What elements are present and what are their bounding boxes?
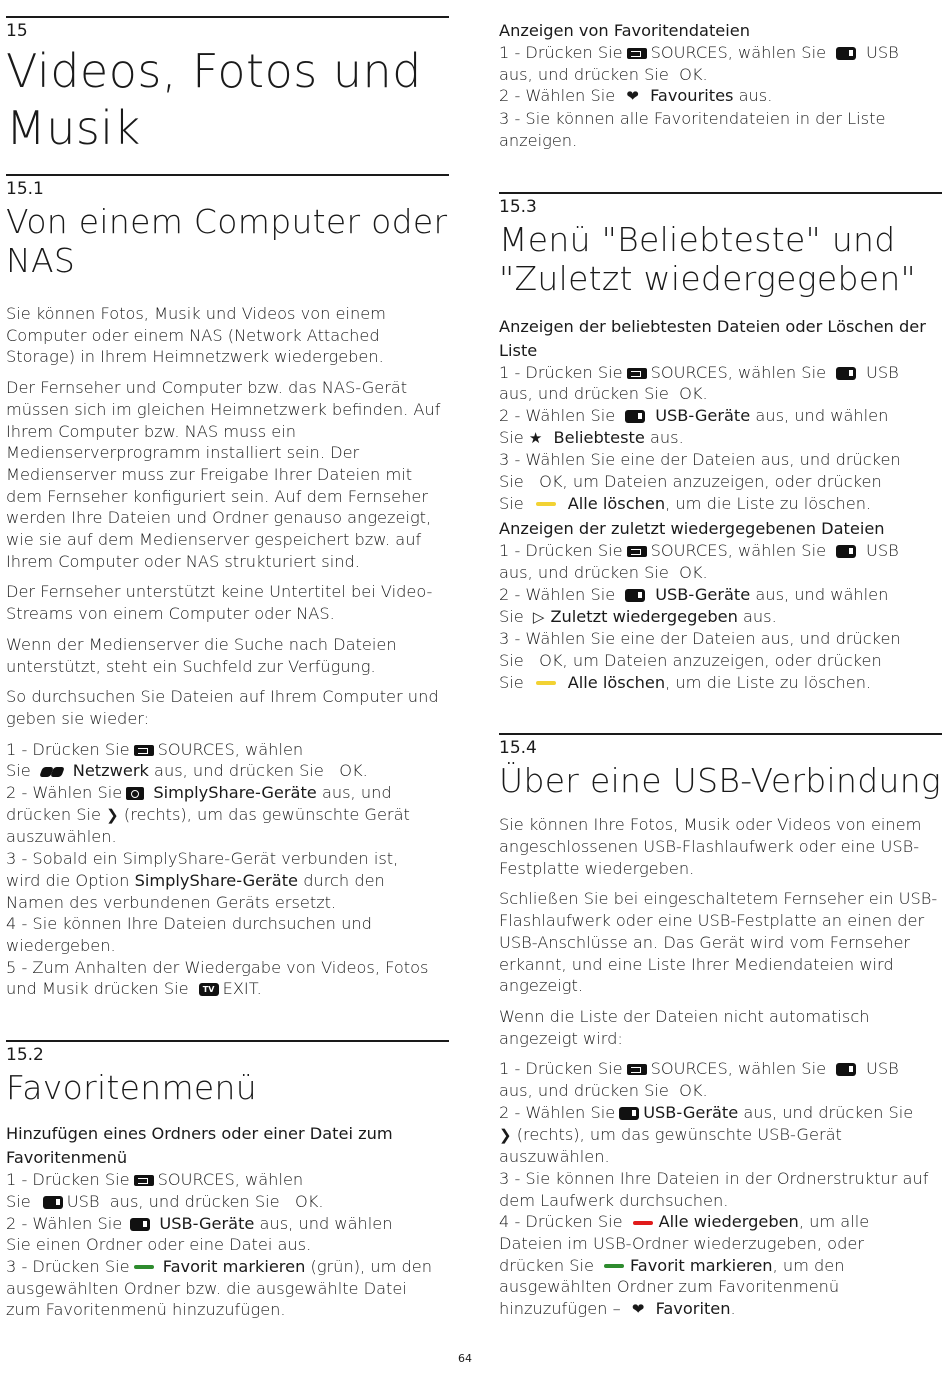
paragraph: [499, 1006, 942, 1049]
text-line: SimplyShare-Geräte: [134, 870, 299, 890]
text-line: (rechts), um das gewünschte USB-Gerät: [516, 1124, 842, 1144]
paragraph: [6, 686, 449, 729]
sources-icon: [627, 368, 647, 379]
text-line: (grün), um den: [310, 1256, 432, 1276]
text-line: wie sie auf dem Medienserver gespeichert bzw. auf: [6, 530, 422, 550]
text-line: Wenn der Medienserver die Suche nach Dateien: [6, 634, 397, 654]
text-line: , um die Liste zu löschen.: [665, 672, 872, 692]
subheading: Liste: [499, 340, 538, 360]
text-line: OK: [539, 650, 563, 670]
text-line: So durchsuchen Sie Dateien auf Ihrem Computer und: [6, 687, 439, 707]
subheading: Anzeigen der beliebtesten Dateien oder Löschen der: [499, 316, 926, 336]
star-icon: ★: [528, 428, 543, 447]
text-line: Sie: [6, 761, 31, 781]
text-line: Alle wiedergeben: [658, 1212, 799, 1232]
subheading: Anzeigen der zuletzt wiedergegebenen Dateien: [499, 519, 885, 539]
paragraph: [6, 303, 449, 368]
text-line: USB: [866, 43, 899, 62]
sources-icon: [134, 1175, 154, 1186]
paragraph: [6, 634, 449, 677]
heart-icon: ❤: [631, 1300, 645, 1319]
text-line: SimplyShare-Geräte: [153, 783, 317, 803]
text-line: aus, und drücken Sie: [499, 563, 669, 583]
subheading: Hinzufügen eines Ordners oder einer Datei zum: [6, 1124, 393, 1144]
text-line: OK: [295, 1191, 319, 1211]
text-line: Sie: [499, 427, 524, 447]
text-line: , wählen Sie: [727, 362, 827, 382]
text-line: USB: [866, 1059, 899, 1079]
text-line: , wählen: [234, 1170, 304, 1190]
text-line: dem Fernseher konfiguriert sein. Auf dem Fernseher: [6, 486, 429, 506]
text-line: Computer oder einem NAS (Network Attached: [6, 325, 380, 345]
text-line: drücken Sie: [499, 1255, 594, 1275]
paragraph: [499, 814, 942, 879]
text-line: Flashlaufwerk oder eine USB-Festplatte an einen der: [499, 911, 925, 931]
text-line: OK: [679, 1081, 703, 1101]
text-line: , wählen Sie: [727, 1059, 827, 1079]
usb-icon: [619, 1107, 639, 1120]
green-key-icon: [134, 1265, 154, 1269]
text-line: erkannt, und eine Liste Ihrer Mediendateien wird: [499, 954, 894, 974]
step-list: 1 - Drücken Sie SOURCES, wählen Sie USB aus, und drücken Sie OK. 2 - Wählen Sie USB-Geräte aus, und wählen Sie ★ Beliebteste aus. 3 - Wählen Sie eine der Dateien aus, und drücken Sie OK, um Dateien anzuzeigen, oder drücken Sie Alle löschen, um die Liste zu löschen.: [499, 362, 942, 515]
text-line: 2 - Wählen Sie: [499, 1102, 616, 1122]
text-line: Festplatte wiedergeben.: [499, 858, 695, 878]
step-list: 1 - Drücken Sie SOURCES, wählen Sie Netzwerk aus, und drücken Sie OK. 2 - Wählen Sie SimplyShare-Geräte aus, und drücken Sie ❯ (rechts), um das gewünschte Gerät auszuwählen. 3 - Sobald ein SimplyShare-Gerät verbunden ist, wird die Option SimplyShare-Geräte durch den Namen des verbundenen Geräts ersetzt. 4 - Sie können Ihre Dateien durchsuchen und wiedergeben. 5 - Zum Anhalten der Wiedergabe von Videos, Fotos und Musik drücken Sie TV EXIT.: [6, 739, 449, 1000]
text-line: aus, und wählen: [755, 584, 889, 604]
text-line: aus, und drücken Sie: [499, 384, 669, 404]
text-line: Alle löschen: [567, 493, 666, 513]
text-line: Sie: [499, 472, 524, 492]
text-line: 4 - Sie können Ihre Dateien durchsuchen und: [6, 914, 372, 934]
text-line: USB: [866, 541, 899, 561]
usb-icon: [836, 545, 856, 558]
text-line: Schließen Sie bei eingeschaltetem Fernseher ein USB-: [499, 889, 938, 909]
text-line: Medienserverprogramm installiert sein. Der: [6, 443, 360, 463]
text-line: ausgewählten Ordner zum Favoritenmenü: [499, 1277, 840, 1297]
text-line: 1 - Drücken Sie: [6, 739, 130, 759]
text-line: , wählen: [234, 739, 304, 759]
chapter-title-line1: Videos, Fotos und: [6, 44, 422, 98]
section-number: 15.3: [499, 196, 537, 217]
text-line: Sie können Ihre Fotos, Musik oder Videos von einem: [499, 815, 922, 835]
paragraph: [6, 581, 449, 624]
green-key-icon: [604, 1264, 624, 1268]
section-title-line1: Von einem Computer oder: [6, 202, 448, 241]
usb-icon: [836, 47, 856, 60]
text-line: Favorit markieren: [629, 1255, 773, 1275]
usb-icon: [625, 589, 645, 602]
text-line: hinzuzufügen –: [499, 1299, 621, 1319]
text-line: 1 - Drücken Sie: [499, 43, 623, 62]
text-line: müssen sich im gleichen Heimnetzwerk befinden. Auf: [6, 399, 441, 419]
text-line: USB-Geräte: [643, 1102, 739, 1122]
yellow-key-icon: [536, 502, 556, 506]
text-line: aus, und drücken Sie: [499, 64, 669, 84]
usb-icon: [836, 1063, 856, 1076]
right-column: [499, 0, 942, 1321]
text-line: USB-Geräte: [655, 405, 751, 425]
text-line: aus.: [650, 427, 684, 447]
text-line: 1 - Drücken Sie: [499, 362, 623, 382]
text-line: Favorit markieren: [162, 1256, 306, 1276]
heart-icon: ❤: [626, 87, 639, 106]
text-line: 1 - Drücken Sie: [499, 1059, 623, 1079]
text-line: Namen des verbundenen Geräts ersetzt.: [6, 892, 337, 912]
text-line: angezeigt wird:: [499, 1028, 623, 1048]
text-line: OK: [539, 472, 563, 492]
text-line: 3 - Drücken Sie: [6, 1256, 130, 1276]
text-line: 3 - Wählen Sie eine der Dateien aus, und drücken: [499, 450, 901, 470]
text-line: Der Fernseher und Computer bzw. das NAS-Gerät: [6, 378, 408, 398]
text-line: aus, und drücken Sie: [743, 1102, 914, 1122]
paragraph: [6, 377, 449, 572]
section-title: Favoritenmenü: [6, 1068, 257, 1108]
text-line: aus, und drücken Sie: [109, 1191, 280, 1211]
text-line: SOURCES: [157, 1170, 235, 1190]
step-list: 1 - Drücken Sie SOURCES, wählen Sie USB aus, und drücken Sie OK. 2 - Wählen Sie ❤ Favourites aus. 3 - Sie können alle Favoritendateien in der Liste anzeigen.: [499, 42, 942, 152]
text-line: OK: [679, 384, 703, 404]
text-line: Streams von einem Computer oder NAS.: [6, 604, 335, 624]
text-line: , um die Liste zu löschen.: [665, 493, 872, 513]
subheading: Anzeigen von Favoritendateien: [499, 21, 750, 40]
text-line: Sie können Fotos, Musik und Videos von einem: [6, 304, 386, 323]
text-line: Storage) in Ihrem Heimnetzwerk wiedergeben.: [6, 347, 384, 367]
usb-icon: [625, 410, 645, 423]
text-line: aus, und drücken Sie: [154, 761, 324, 781]
text-line: und Musik drücken Sie: [6, 979, 189, 999]
red-key-icon: [633, 1221, 653, 1225]
text-line: 1 - Drücken Sie: [6, 1170, 130, 1190]
text-line: Beliebteste: [553, 427, 645, 447]
usb-icon: [130, 1218, 150, 1231]
network-icon: [41, 766, 63, 778]
text-line: Zuletzt wiedergegeben: [550, 606, 738, 626]
text-line: OK: [679, 563, 703, 583]
step-list: 1 - Drücken Sie SOURCES, wählen Sie USB aus, und drücken Sie OK. 2 - Wählen Sie USB-Geräte aus, und wählen Sie ▷ Zuletzt wiedergegeben aus. 3 - Wählen Sie eine der Dateien aus, und drücken Sie OK, um Dateien anzuzeigen, oder drücken Sie Alle löschen, um die Liste zu löschen.: [499, 540, 942, 693]
text-line: auszuwählen.: [499, 1147, 610, 1167]
chevron-right-icon: ❯: [106, 805, 119, 824]
text-line: aus, und wählen: [259, 1213, 393, 1233]
play-icon: ▷: [532, 607, 545, 626]
subheading: Favoritenmenü: [6, 1148, 128, 1168]
text-line: 3 - Sie können Ihre Dateien in der Ordnerstruktur auf: [499, 1168, 929, 1188]
text-line: USB-Anschlüsse an. Das Gerät wird vom Fernseher: [499, 932, 911, 952]
tv-icon: TV: [199, 983, 219, 996]
text-line: SOURCES: [650, 541, 728, 561]
text-line: 2 - Wählen Sie: [6, 783, 123, 803]
text-line: 2 - Wählen Sie: [499, 405, 616, 425]
sources-icon: [134, 745, 154, 756]
text-line: Sie einen Ordner oder eine Datei aus.: [6, 1235, 312, 1255]
section-rule: [6, 174, 449, 176]
page-number: 64: [458, 1352, 472, 1365]
chapter-number: 15: [6, 21, 28, 41]
section-title-line2: NAS: [6, 241, 76, 280]
text-line: Sie: [499, 606, 524, 626]
text-line: , um den: [772, 1255, 845, 1275]
text-line: anzeigen.: [499, 130, 578, 150]
text-line: Der Fernseher unterstützt keine Untertitel bei Video-: [6, 582, 433, 602]
yellow-key-icon: [536, 681, 556, 685]
step-list: 1 - Drücken Sie SOURCES, wählen Sie USB aus, und drücken Sie OK. 2 - Wählen Sie USB-Geräte aus, und wählen Sie einen Ordner oder eine Datei aus. 3 - Drücken Sie Favorit markieren (grün), um den ausgewählten Ordner bzw. die ausgewählte Datei zum Favoritenmenü hinzuzufügen.: [6, 1169, 449, 1321]
text-line: drücken Sie: [6, 804, 101, 824]
chapter-title-line2: Musik: [6, 101, 141, 155]
text-line: Sie: [499, 493, 524, 513]
simplyshare-icon: [126, 787, 144, 800]
text-line: ausgewählten Ordner bzw. die ausgewählte Datei: [6, 1278, 407, 1298]
text-line: 5 - Zum Anhalten der Wiedergabe von Videos, Fotos: [6, 957, 429, 977]
text-line: Medienserver muss zur Freigabe Ihrer Dateien mit: [6, 464, 413, 484]
section-rule: [499, 733, 942, 735]
text-line: USB: [66, 1191, 100, 1211]
text-line: Wenn die Liste der Dateien nicht automatisch: [499, 1006, 870, 1026]
text-line: Sie: [6, 1191, 31, 1211]
text-line: EXIT: [222, 979, 257, 999]
text-line: Sie: [499, 650, 524, 670]
text-line: USB: [866, 362, 899, 382]
text-line: 3 - Wählen Sie eine der Dateien aus, und drücken: [499, 629, 901, 649]
text-line: angezeigt.: [499, 976, 584, 996]
sources-icon: [627, 546, 647, 557]
text-line: USB-Geräte: [159, 1213, 255, 1233]
text-line: angeschlossenen USB-Flashlaufwerk oder eine USB-: [499, 837, 920, 857]
paragraph: [499, 888, 942, 997]
chapter-rule: [6, 16, 449, 18]
section-number: 15.2: [6, 1045, 44, 1066]
section-title-line1: Menü "Beliebteste" und: [499, 219, 896, 259]
section-number: 15.4: [499, 738, 537, 759]
text-line: 1 - Drücken Sie: [499, 541, 623, 561]
text-line: (rechts), um das gewünschte Gerät: [123, 804, 410, 824]
section-title-line2: "Zuletzt wiedergegeben": [499, 258, 917, 298]
text-line: Ihrem Computer oder NAS strukturiert sind.: [6, 551, 360, 571]
text-line: Sie: [499, 672, 524, 692]
sources-icon: [627, 1064, 647, 1075]
step-list: 1 - Drücken Sie SOURCES, wählen Sie USB aus, und drücken Sie OK. 2 - Wählen Sie USB-Geräte aus, und drücken Sie ❯ (rechts), um das gewünschte USB-Gerät auszuwählen. 3 - Sie können Ihre Dateien in der Ordnerstruktur auf dem Laufwerk durchsuchen. 4 - Drücken Sie Alle wiedergeben, um alle Dateien im USB-Ordner wiederzugeben, oder drücken Sie Favorit markieren, um den ausgewählten Ordner zum Favoritenmenü hinzuzufügen – ❤ Favoriten.: [499, 1058, 942, 1320]
section-rule: [6, 1040, 449, 1042]
sources-icon: [627, 48, 647, 59]
text-line: 4 - Drücken Sie: [499, 1212, 623, 1232]
text-line: , wählen Sie: [727, 43, 827, 62]
text-line: aus, und wählen: [755, 405, 889, 425]
usb-icon: [836, 367, 856, 380]
text-line: Favourites: [650, 86, 734, 106]
text-line: OK: [339, 761, 363, 781]
text-line: , um alle: [798, 1212, 870, 1232]
text-line: durch den: [303, 870, 385, 890]
text-line: 3 - Sobald ein SimplyShare-Gerät verbunden ist,: [6, 849, 399, 869]
text-line: Alle löschen: [567, 672, 666, 692]
text-line: USB-Geräte: [655, 584, 751, 604]
text-line: auszuwählen.: [6, 827, 117, 847]
text-line: SOURCES: [650, 1059, 728, 1079]
text-line: wiedergeben.: [6, 935, 116, 955]
text-line: werden Ihre Dateien und Ordner genauso angezeigt,: [6, 508, 432, 528]
text-line: aus, und drücken Sie: [499, 1081, 669, 1101]
text-line: SOURCES: [650, 362, 728, 382]
text-line: Dateien im USB-Ordner wiederzugeben, oder: [499, 1234, 864, 1254]
usb-icon: [43, 1196, 63, 1209]
text-line: Favoriten: [655, 1299, 731, 1319]
text-line: wird die Option: [6, 870, 130, 890]
text-line: dem Laufwerk durchsuchen.: [499, 1190, 729, 1210]
text-line: , um Dateien anzuzeigen, oder drücken: [562, 472, 882, 492]
text-line: SOURCES: [157, 739, 235, 759]
text-line: SOURCES: [650, 43, 728, 62]
section-number: 15.1: [6, 179, 44, 199]
left-column: [6, 0, 449, 1321]
text-line: 2 - Wählen Sie: [499, 86, 616, 106]
text-line: 3 - Sie können alle Favoritendateien in der Liste: [499, 109, 886, 129]
chevron-right-icon: ❯: [499, 1125, 512, 1144]
text-line: aus, und: [321, 783, 392, 803]
text-line: geben sie wieder:: [6, 708, 150, 728]
text-line: , wählen Sie: [727, 541, 827, 561]
text-line: 2 - Wählen Sie: [499, 584, 616, 604]
text-line: Netzwerk: [72, 761, 149, 781]
section-rule: [499, 192, 942, 194]
text-line: unterstützt, steht ein Suchfeld zur Verfügung.: [6, 656, 376, 676]
text-line: Ihrem Computer bzw. NAS muss ein: [6, 421, 296, 441]
section-title: Über eine USB-Verbindung: [499, 761, 942, 801]
text-line: 2 - Wählen Sie: [6, 1213, 123, 1233]
text-line: , um Dateien anzuzeigen, oder drücken: [562, 650, 882, 670]
text-line: zum Favoritenmenü hinzuzufügen.: [6, 1300, 286, 1320]
text-line: OK: [679, 64, 703, 84]
text-line: aus.: [743, 606, 777, 626]
text-line: aus.: [738, 86, 773, 106]
